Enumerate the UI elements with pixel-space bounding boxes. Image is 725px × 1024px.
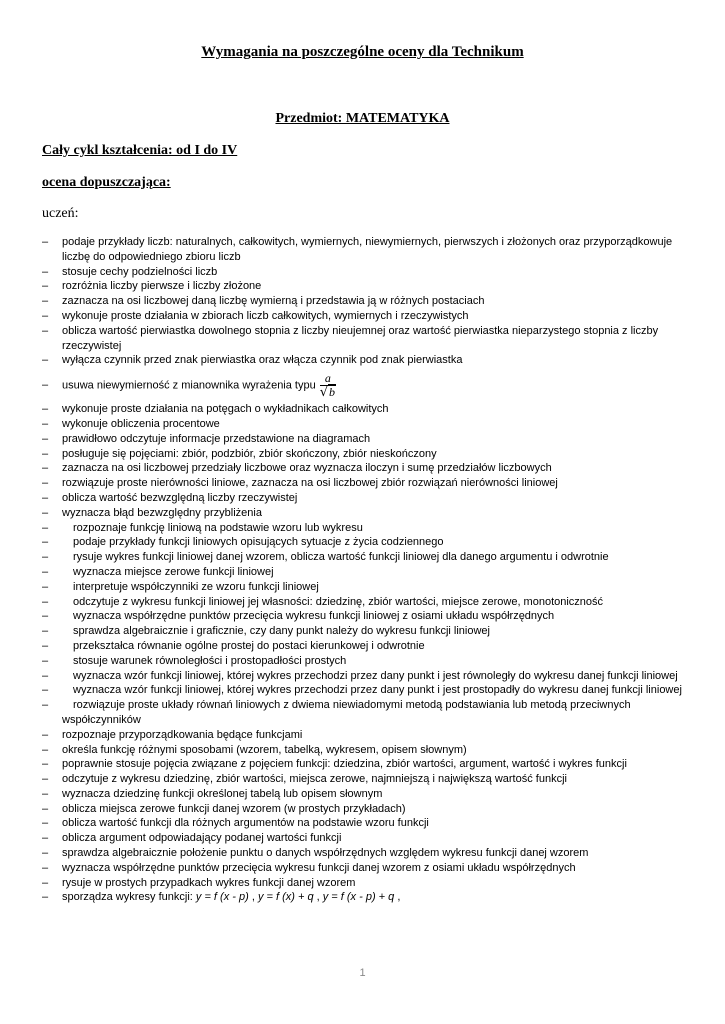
requirement-text: wyznacza dziedzinę funkcji określonej tabelą lub opisem słownym <box>62 787 383 800</box>
fraction-denominator <box>320 386 336 399</box>
bullet-dash: – <box>42 773 49 786</box>
requirement-item <box>42 609 682 624</box>
requirement-text-wrap <box>62 295 484 307</box>
requirement-text: oblicza wartość pierwiastka dowolnego stopnia z liczby nieujemnej oraz wartość pierwiastka nieparzystego stopnia z liczby rzeczywistej <box>62 324 659 352</box>
requirement-item <box>42 787 682 802</box>
requirement-item <box>42 506 682 521</box>
bullet-dash: – <box>42 595 49 608</box>
bullet-dash: – <box>42 832 49 845</box>
bullet-dash: – <box>42 891 49 904</box>
requirement-text: stosuje warunek równoległości i prostopadłości prostych <box>73 654 347 667</box>
requirement-text: wyznacza miejsce zerowe funkcji liniowej <box>73 565 274 578</box>
requirement-text: wyłącza czynnik przed znak pierwiastka oraz włącza czynnik pod znak pierwiastka <box>62 354 463 367</box>
requirement-text-wrap <box>62 236 672 263</box>
bullet-dash: – <box>42 309 49 322</box>
bullet-dash: – <box>42 265 49 278</box>
requirement-item <box>42 757 682 772</box>
bullet-dash: – <box>42 743 49 756</box>
requirement-item <box>42 265 682 280</box>
requirement-item <box>42 728 682 743</box>
requirement-text-wrap <box>62 448 437 460</box>
bullet-dash: – <box>42 639 49 652</box>
requirement-text-wrap <box>62 280 261 292</box>
bullet-dash: – <box>42 684 49 697</box>
bullet-dash: – <box>42 728 49 741</box>
requirement-text: podaje przykłady funkcji liniowych opisujących sytuacje z życia codziennego <box>73 536 444 549</box>
bullet-dash: – <box>42 506 49 519</box>
requirement-text: rozwiązuje proste nierówności liniowe, zaznacza na osi liczbowej zbiór rozwiązań nierówności liniowej <box>62 477 558 490</box>
requirement-item <box>42 683 682 698</box>
requirement-text: oblicza wartość bezwzględną liczby rzeczywistej <box>62 491 298 504</box>
requirement-text-wrap <box>62 877 355 889</box>
bullet-dash: – <box>42 699 49 712</box>
requirement-text-wrap <box>62 744 467 756</box>
requirement-text: rozwiązuje proste układy równań liniowych z dwiema niewiadomymi metodą podstawiania lub metodą przeciwnych współczynników <box>62 699 631 726</box>
requirement-text-wrap <box>62 758 627 770</box>
requirement-text: wyznacza współrzędne punktów przecięcia wykresu funkcji danej wzorem z osiami układu współrzędnych <box>62 861 576 874</box>
requirement-text-wrap <box>62 891 400 903</box>
requirement-item <box>42 624 682 639</box>
formula-shift-xy: y = f (x - p) + q <box>322 891 395 904</box>
requirement-text: posługuje się pojęciami: zbiór, podzbiór, zbiór skończony, zbiór nieskończony <box>62 447 437 460</box>
requirement-text-wrap <box>62 862 576 874</box>
bullet-dash: – <box>42 403 49 416</box>
requirement-text-wrap <box>62 670 678 682</box>
requirement-text: wyznacza wzór funkcji liniowej, której wykres przechodzi przez dany punkt i jest prostopadły do wykresu danej funkcji liniowej <box>73 684 682 697</box>
bullet-dash: – <box>42 861 49 874</box>
requirements-list <box>42 235 682 905</box>
requirement-text: rysuje w prostych przypadkach wykres funkcji danej wzorem <box>62 876 356 889</box>
requirement-text: sprawdza algebraicznie i graficznie, czy dany punkt należy do wykresu funkcji liniowej <box>73 625 490 638</box>
requirement-item <box>42 669 682 684</box>
bullet-dash: – <box>42 521 49 534</box>
requirement-text: odczytuje z wykresu funkcji liniowej jej własności: dziedzinę, zbiór wartości, miejsce zerowe, monotoniczność <box>73 595 604 608</box>
requirement-text-wrap <box>62 640 425 652</box>
fraction-radicand: b <box>329 384 336 399</box>
requirement-item <box>42 447 682 462</box>
requirement-item <box>42 580 682 595</box>
requirement-text-wrap <box>62 625 490 637</box>
cycle-heading: Cały cykl kształcenia: od I do IV <box>42 143 238 158</box>
requirement-item <box>42 816 682 831</box>
requirement-text: oblicza miejsca zerowe funkcji danej wzorem (w prostych przykładach) <box>62 802 406 815</box>
requirement-text-wrap <box>62 596 603 608</box>
requirement-text-wrap <box>62 310 469 322</box>
requirement-text-wrap <box>62 832 341 844</box>
requirement-item <box>42 831 682 846</box>
requirement-item <box>42 565 682 580</box>
requirement-text: przekształca równanie ogólne prostej do postaci kierunkowej i odwrotnie <box>73 639 425 652</box>
bullet-dash: – <box>42 280 49 293</box>
requirement-text-wrap <box>62 354 462 366</box>
bullet-dash: – <box>42 669 49 682</box>
requirement-text-wrap <box>62 551 609 563</box>
requirement-item <box>42 861 682 876</box>
formula-suffix: , <box>394 891 401 904</box>
requirement-text: sporządza wykresy funkcji: <box>62 891 196 904</box>
requirement-item <box>42 743 682 758</box>
requirement-text: określa funkcję różnymi sposobami (wzorem, tabelką, wykresem, opisem słownym) <box>62 743 467 756</box>
grade-heading: ocena dopuszczająca: <box>42 175 171 190</box>
requirement-text-wrap <box>62 266 217 278</box>
requirement-text-wrap <box>62 477 558 489</box>
fraction-expression <box>320 372 336 399</box>
bullet-dash: – <box>42 580 49 593</box>
requirement-item <box>42 772 682 787</box>
bullet-dash: – <box>42 758 49 771</box>
requirement-text-wrap <box>62 536 444 548</box>
requirement-text: interpretuje współczynniki ze wzoru funkcji liniowej <box>73 580 319 593</box>
requirement-text-wrap <box>62 788 382 800</box>
requirement-text: sprawdza algebraicznie położenie punktu o danych współrzędnych względem wykresu funkcji danej wzorem <box>62 847 589 860</box>
requirement-item <box>42 698 682 728</box>
requirement-text-wrap <box>62 655 346 667</box>
requirement-text-wrap <box>62 773 567 785</box>
requirement-text: wyznacza współrzędne punktów przecięcia wykresu funkcji liniowej z osiami układu współrzędnych <box>73 610 555 623</box>
requirement-text: podaje przykłady liczb: naturalnych, całkowitych, wymiernych, niewymiernych, pierwszych i złożonych oraz przyporządkowuje liczbę do odpowiedniego zbioru liczb <box>62 236 673 263</box>
requirement-text-wrap <box>62 847 588 859</box>
formula-separator: , <box>313 891 323 904</box>
requirement-item <box>42 279 682 294</box>
requirement-text-wrap <box>62 433 370 445</box>
bullet-dash: – <box>42 432 49 445</box>
formula-shift-y: y = f (x) + q <box>257 891 314 904</box>
requirement-item <box>42 402 682 417</box>
requirement-text: rozpoznaje przyporządkowania będące funkcjami <box>62 728 303 741</box>
bullet-dash: – <box>42 417 49 430</box>
requirement-text: poprawnie stosuje pojęcia związane z pojęciem funkcji: dziedzina, zbiór wartości, argument, wartość i wykres funkcji <box>62 758 627 771</box>
requirement-text-wrap <box>62 325 658 352</box>
bullet-dash: – <box>42 236 49 248</box>
bullet-dash: – <box>42 847 49 860</box>
requirement-item <box>42 461 682 476</box>
requirement-text: wykonuje obliczenia procentowe <box>62 417 220 430</box>
bullet-dash: – <box>42 491 49 504</box>
document-title: Wymagania na poszczególne oceny dla Technikum <box>201 44 524 60</box>
requirement-text: zaznacza na osi liczbowej przedziały liczbowe oraz wyznacza iloczyn i sumę przedziałów liczbowych <box>62 462 552 475</box>
requirement-item <box>42 535 682 550</box>
requirement-item <box>42 846 682 861</box>
square-root-icon: √ <box>319 384 329 400</box>
requirement-text-wrap <box>62 684 682 696</box>
requirement-text: usuwa niewymierność z mianownika wyrażenia typu <box>62 379 316 392</box>
bullet-dash: – <box>42 625 49 638</box>
student-label: uczeń: <box>42 206 79 221</box>
requirement-text: oblicza argument odpowiadający podanej wartości funkcji <box>62 832 342 845</box>
bullet-dash: – <box>42 295 49 308</box>
requirement-text-wrap <box>62 699 631 726</box>
requirement-item <box>42 309 682 324</box>
bullet-dash: – <box>42 802 49 815</box>
requirement-item <box>42 639 682 654</box>
bullet-dash: – <box>42 324 49 337</box>
bullet-dash: – <box>42 354 49 367</box>
requirement-text-wrap <box>62 803 406 815</box>
requirement-text: wykonuje proste działania w zbiorach liczb całkowitych, wymiernych i rzeczywistych <box>62 309 469 322</box>
requirement-text-wrap <box>62 817 429 829</box>
requirement-text: wyznacza wzór funkcji liniowej, której wykres przechodzi przez dany punkt i jest równoległy do wykresu danej funkcji liniowej <box>73 669 678 682</box>
bullet-dash: – <box>42 565 49 578</box>
requirement-item <box>42 353 682 368</box>
requirement-text-wrap <box>62 418 220 430</box>
bullet-dash: – <box>42 610 49 623</box>
requirement-text: odczytuje z wykresu dziedzinę, zbiór wartości, miejsca zerowe, najmniejszą i największą wartość funkcji <box>62 773 567 786</box>
bullet-dash: – <box>42 817 49 830</box>
bullet-dash: – <box>42 462 49 475</box>
requirement-text-wrap <box>62 403 389 415</box>
requirement-text-wrap <box>62 581 319 593</box>
requirement-item <box>42 476 682 491</box>
requirement-text-wrap <box>62 610 554 622</box>
requirement-item <box>42 491 682 506</box>
requirement-text: rozróżnia liczby pierwsze i liczby złożone <box>62 280 262 293</box>
fraction-numerator: a <box>320 372 336 386</box>
bullet-dash: – <box>42 654 49 667</box>
bullet-dash: – <box>42 787 49 800</box>
requirement-text: wyznacza błąd bezwzględny przybliżenia <box>62 506 262 519</box>
requirement-text: prawidłowo odczytuje informacje przedstawione na diagramach <box>62 432 371 445</box>
requirement-text-wrap <box>62 507 262 519</box>
subject-heading: Przedmiot: MATEMATYKA <box>275 111 450 126</box>
requirement-item <box>42 294 682 309</box>
requirement-item <box>42 876 682 891</box>
requirement-text: rozpoznaje funkcję liniową na podstawie wzoru lub wykresu <box>73 521 363 534</box>
requirement-text: stosuje cechy podzielności liczb <box>62 265 218 278</box>
requirement-text: oblicza wartość funkcji dla różnych argumentów na podstawie wzoru funkcji <box>62 817 429 830</box>
requirement-item <box>42 235 682 265</box>
requirement-text-wrap <box>62 372 336 399</box>
requirement-item <box>42 890 682 905</box>
requirement-item <box>42 417 682 432</box>
page-number: 1 <box>359 967 366 979</box>
bullet-dash: – <box>42 477 49 490</box>
requirement-text: zaznacza na osi liczbowej daną liczbę wymierną i przedstawia ją w różnych postaciach <box>62 295 485 308</box>
requirement-item <box>42 595 682 610</box>
requirement-text-wrap <box>62 729 302 741</box>
requirement-text-wrap <box>62 522 363 534</box>
bullet-dash: – <box>42 379 49 392</box>
requirement-item <box>42 368 682 402</box>
requirement-item <box>42 550 682 565</box>
bullet-dash: – <box>42 551 49 564</box>
requirement-text-wrap <box>62 462 552 474</box>
requirement-text: rysuje wykres funkcji liniowej danej wzorem, oblicza wartość funkcji liniowej dla danego argumentu i odwrotnie <box>73 551 609 564</box>
requirement-item <box>42 654 682 669</box>
requirement-text-wrap <box>62 566 274 578</box>
bullet-dash: – <box>42 536 49 549</box>
requirement-item <box>42 324 682 354</box>
bullet-dash: – <box>42 876 49 889</box>
requirement-text: wykonuje proste działania na potęgach o wykładnikach całkowitych <box>62 403 389 416</box>
requirement-text-wrap <box>62 492 297 504</box>
formula-shift-x: y = f (x - p) <box>195 891 249 904</box>
formula-separator: , <box>248 891 258 904</box>
requirement-item <box>42 802 682 817</box>
bullet-dash: – <box>42 447 49 460</box>
requirement-item <box>42 432 682 447</box>
requirement-item <box>42 521 682 536</box>
